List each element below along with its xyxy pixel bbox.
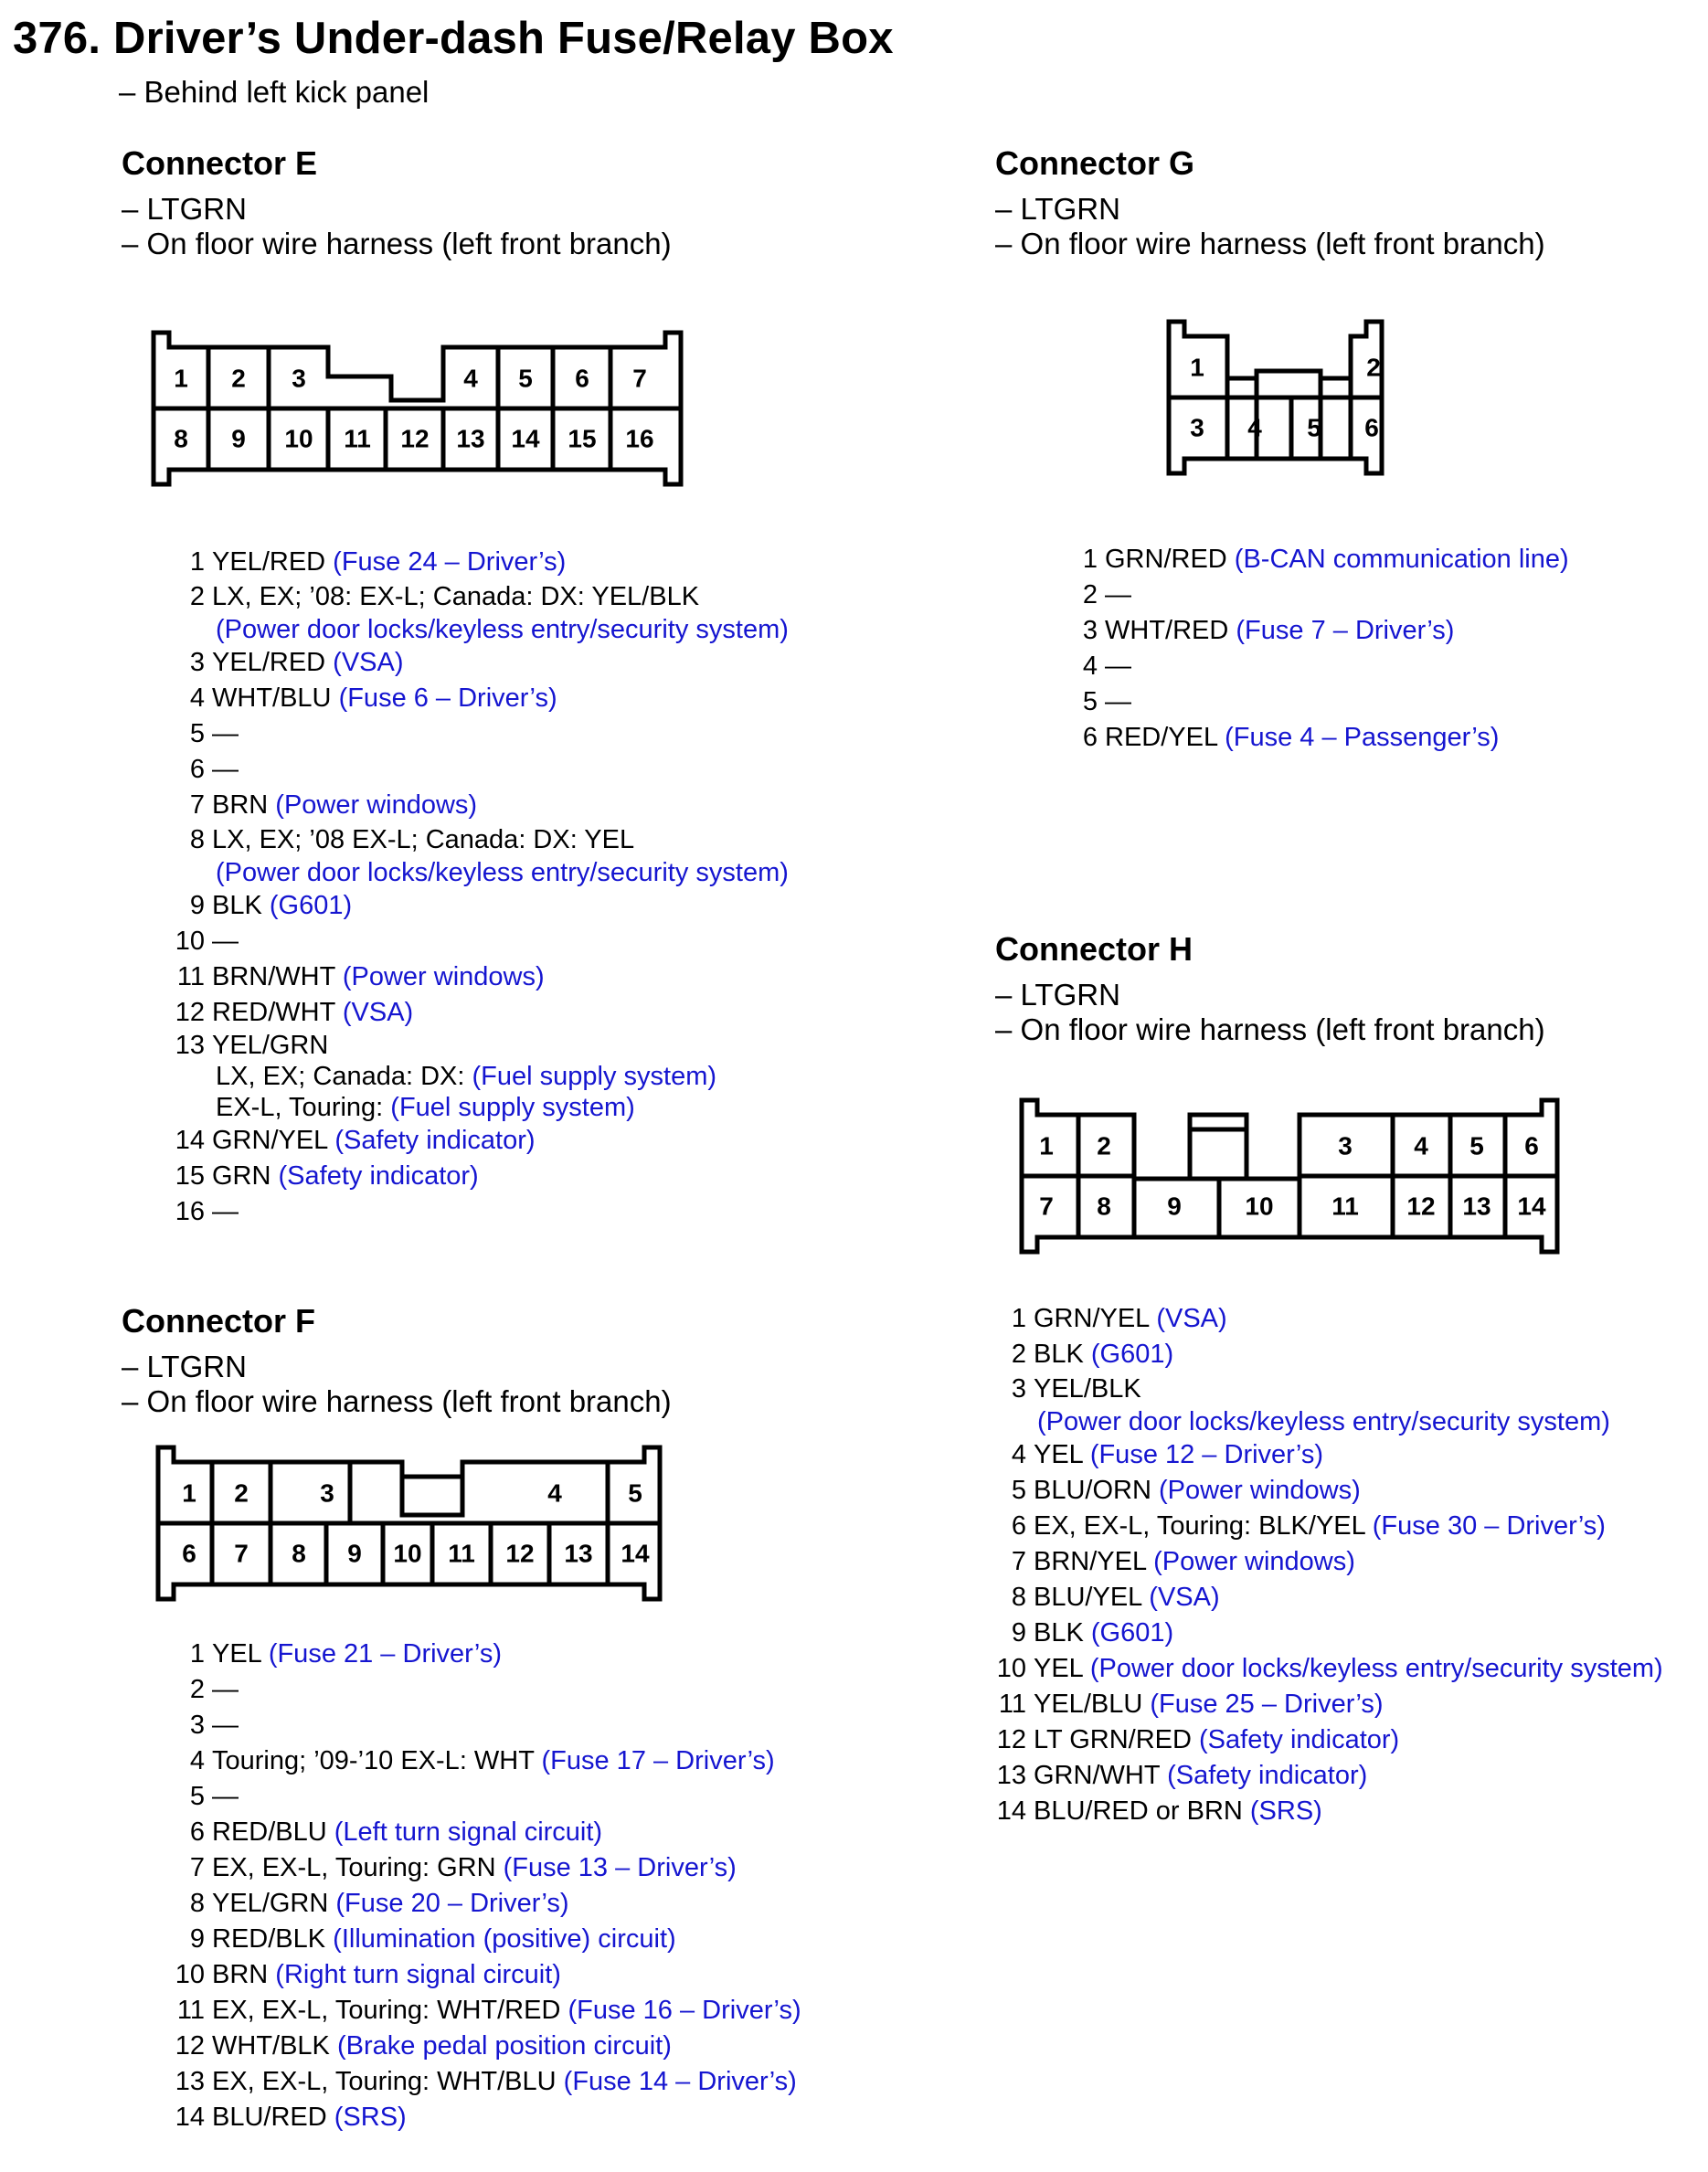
pin-item: 2 — — [1082, 580, 1131, 609]
pin-7-label: 7 — [234, 1539, 249, 1568]
pin-2-label: 2 — [234, 1478, 249, 1508]
pin-1-label: 1 — [1190, 353, 1204, 382]
connector-title: Connector H — [995, 930, 1193, 968]
pin-1-label: 1 — [1039, 1131, 1054, 1160]
pin-item: 6 EX, EX-L, Touring: BLK/YEL (Fuse 30 – Driver’s) — [1011, 1511, 1606, 1541]
pin-item: 7 BRN/YEL (Power windows) — [1011, 1547, 1355, 1576]
pin-item: 3 — — [189, 1711, 239, 1740]
pin-15-label: 15 — [568, 424, 597, 453]
pin-item: 10 BRN (Right turn signal circuit) — [175, 1960, 561, 1989]
pin-2-label: 2 — [1097, 1131, 1111, 1160]
pin-item: 4 — — [1082, 652, 1131, 681]
pin-item: 4 WHT/BLU (Fuse 6 – Driver’s) — [189, 683, 557, 713]
pin-11-label: 11 — [1331, 1192, 1359, 1221]
pin-item: 5 BLU/ORN (Power windows) — [1011, 1476, 1361, 1505]
pin-item: 13 GRN/WHT (Safety indicator) — [996, 1761, 1368, 1790]
pin-item: 3 WHT/RED (Fuse 7 – Driver’s) — [1082, 616, 1455, 645]
pin-item: 5 — — [189, 719, 239, 748]
pin-2-label: 2 — [1366, 353, 1381, 382]
pin-item: 14 BLU/RED (SRS) — [175, 2103, 407, 2132]
pin-item: 2 LX, EX; ’08: EX-L; Canada: DX: YEL/BLK (Power door locks/keyless entry/security system) — [189, 582, 789, 644]
pin-item: 10 — — [175, 927, 239, 956]
connector-h-pin-list — [995, 1301, 1663, 1829]
top-row-dividers — [1078, 1115, 1505, 1176]
pin-item: 14 GRN/YEL (Safety indicator) — [175, 1126, 536, 1155]
pin-item: 2 — — [189, 1675, 239, 1704]
pin-9-label: 9 — [231, 424, 246, 453]
pin-item: 8 YEL/GRN (Fuse 20 – Driver’s) — [189, 1889, 569, 1918]
bottom-row-dividers — [1227, 378, 1351, 459]
pin-10-label: 10 — [393, 1539, 422, 1568]
pin-3-label: 3 — [1190, 413, 1204, 442]
pin-6-label: 6 — [575, 364, 589, 393]
pin-item: 11 EX, EX-L, Touring: WHT/RED (Fuse 16 – Driver’s) — [176, 1996, 801, 2025]
connector-g-pin-list — [1066, 542, 1569, 756]
pin-5-label: 5 — [518, 364, 533, 393]
pin-item: 6 RED/BLU (Left turn signal circuit) — [189, 1817, 603, 1847]
pin-12-label: 12 — [400, 424, 430, 453]
pin-6-label: 6 — [1524, 1131, 1539, 1160]
pin-10-label: 10 — [284, 424, 313, 453]
pin-5-label: 5 — [1469, 1131, 1484, 1160]
pin-9-label: 9 — [1167, 1192, 1182, 1221]
pin-item: 15 GRN (Safety indicator) — [175, 1161, 479, 1191]
pin-6-label: 6 — [182, 1539, 196, 1568]
pin-3-label: 3 — [320, 1478, 334, 1508]
connector-e-header — [122, 144, 672, 261]
pin-item: 12 RED/WHT (VSA) — [175, 998, 414, 1027]
connector-color: – LTGRN — [122, 192, 247, 226]
pin-1-label: 1 — [174, 364, 188, 393]
pin-item: 10 YEL (Power door locks/keyless entry/security system) — [996, 1654, 1663, 1683]
pin-14-label: 14 — [1517, 1192, 1546, 1221]
pin-5-label: 5 — [1307, 413, 1321, 442]
connector-location: – On floor wire harness (left front branch) — [995, 227, 1545, 260]
pin-3-label: 3 — [292, 364, 306, 393]
connector-e-pin-list — [164, 545, 789, 1230]
page-subtitle: – Behind left kick panel — [119, 75, 430, 109]
connector-location: – On floor wire harness (left front branch) — [122, 1384, 672, 1418]
pin-item: 5 — — [189, 1782, 239, 1811]
pin-2-label: 2 — [231, 364, 246, 393]
pin-item: 16 — — [175, 1197, 239, 1226]
pin-item: 3 YEL/RED (VSA) — [189, 648, 404, 677]
pin-item: 7 EX, EX-L, Touring: GRN (Fuse 13 – Driver’s) — [189, 1853, 737, 1882]
connector-color: – LTGRN — [995, 192, 1120, 226]
pin-13-label: 13 — [1462, 1192, 1491, 1221]
pin-item: 12 LT GRN/RED (Safety indicator) — [996, 1725, 1400, 1754]
pin-item: 1 GRN/YEL (VSA) — [1011, 1304, 1227, 1333]
pin-item: 9 BLK (G601) — [1011, 1618, 1174, 1648]
pin-item: 12 WHT/BLK (Brake pedal position circuit) — [175, 2031, 672, 2061]
pin-item: 11 YEL/BLU (Fuse 25 – Driver’s) — [998, 1690, 1384, 1719]
pin-1-label: 1 — [182, 1478, 196, 1508]
pin-item: 4 Touring; ’09-’10 EX-L: WHT (Fuse 17 – Driver’s) — [189, 1746, 775, 1775]
pin-item: 1 YEL (Fuse 21 – Driver’s) — [189, 1639, 502, 1669]
pin-item: 6 RED/YEL (Fuse 4 – Passenger’s) — [1082, 723, 1500, 752]
connector-g-diagram — [1154, 309, 1401, 482]
connector-title: Connector F — [122, 1302, 315, 1340]
pin-14-label: 14 — [621, 1539, 650, 1568]
pin-item: 9 RED/BLK (Illumination (positive) circuit) — [189, 1924, 676, 1954]
connector-g-header — [995, 144, 1545, 261]
pin-13-label: 13 — [456, 424, 485, 453]
pin-8-label: 8 — [1097, 1192, 1111, 1221]
pin-item: 9 BLK (G601) — [189, 891, 353, 920]
pin-4-label: 4 — [463, 364, 478, 393]
page-title: 376. Driver’s Under-dash Fuse/Relay Box — [13, 14, 894, 63]
pin-10-label: 10 — [1245, 1192, 1274, 1221]
pin-3-label: 3 — [1338, 1131, 1353, 1160]
pin-item: 5 — — [1082, 687, 1131, 716]
pin-4-label: 4 — [547, 1478, 562, 1508]
pin-7-label: 7 — [1039, 1192, 1054, 1221]
pin-item: 7 BRN (Power windows) — [189, 790, 478, 820]
pin-item: 13 YEL/GRN LX, EX; Canada: DX: (Fuel supply system) EX-L, Touring: (Fuel supply system) — [175, 1031, 717, 1122]
pin-9-label: 9 — [347, 1539, 362, 1568]
pin-item: 4 YEL (Fuse 12 – Driver’s) — [1011, 1440, 1323, 1469]
pin-11-label: 11 — [344, 424, 371, 453]
pin-8-label: 8 — [292, 1539, 306, 1568]
pin-12-label: 12 — [505, 1539, 535, 1568]
pin-14-label: 14 — [511, 424, 540, 453]
pin-item: 1 YEL/RED (Fuse 24 – Driver’s) — [189, 547, 567, 577]
pin-11-label: 11 — [448, 1539, 475, 1568]
pin-7-label: 7 — [632, 364, 647, 393]
connector-location: – On floor wire harness (left front branch) — [995, 1012, 1545, 1046]
pin-item: 11 BRN/WHT (Power windows) — [176, 962, 545, 991]
pin-12-label: 12 — [1406, 1192, 1436, 1221]
connector-title: Connector G — [995, 144, 1195, 182]
pin-16-label: 16 — [625, 424, 654, 453]
connector-title: Connector E — [122, 144, 318, 182]
connector-color: – LTGRN — [995, 978, 1120, 1012]
connector-f-diagram — [142, 1435, 663, 1608]
pin-item: 6 — — [189, 755, 239, 784]
pin-item: 1 GRN/RED (B-CAN communication line) — [1082, 545, 1569, 574]
pin-item: 3 YEL/BLK (Power door locks/keyless entry/security system) — [1011, 1374, 1610, 1436]
connector-location: – On floor wire harness (left front branch) — [122, 227, 672, 260]
pin-item: 8 LX, EX; ’08 EX-L; Canada: DX: YEL (Power door locks/keyless entry/security system) — [189, 825, 789, 887]
pin-4-label: 4 — [1247, 413, 1262, 442]
pin-item: 13 EX, EX-L, Touring: WHT/BLU (Fuse 14 – Driver’s) — [175, 2067, 797, 2096]
connector-e-diagram — [137, 320, 685, 493]
pin-8-label: 8 — [174, 424, 188, 453]
connector-h-header — [995, 930, 1545, 1047]
connector-f-pin-list — [164, 1637, 801, 2135]
connector-color: – LTGRN — [122, 1350, 247, 1383]
pin-item: 14 BLU/RED or BRN (SRS) — [996, 1796, 1322, 1826]
pin-item: 8 BLU/YEL (VSA) — [1011, 1583, 1220, 1612]
pin-13-label: 13 — [564, 1539, 593, 1568]
connector-f-header — [122, 1302, 672, 1419]
connector-h-diagram — [1007, 1087, 1565, 1261]
pin-4-label: 4 — [1414, 1131, 1428, 1160]
pin-6-label: 6 — [1364, 413, 1379, 442]
bottom-row-dividers — [1078, 1176, 1505, 1237]
pin-5-label: 5 — [628, 1478, 642, 1508]
pin-item: 2 BLK (G601) — [1011, 1340, 1174, 1369]
